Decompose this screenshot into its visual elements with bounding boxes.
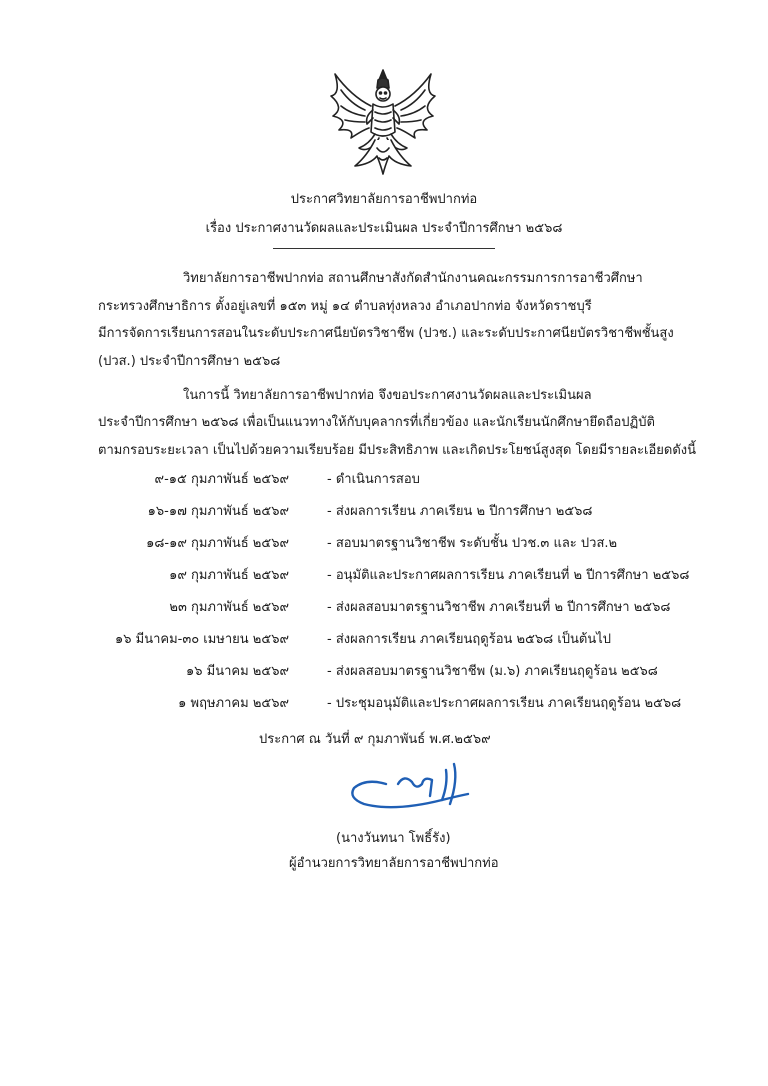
para1-line-1: วิทยาลัยการอาชีพปากท่อ สถานศึกษาสังกัดสำนักงานคณะกรรมการการอาชีวศึกษา [183, 271, 643, 286]
schedule-event: - ส่งผลการเรียน ภาคเรียน ๒ ปีการศึกษา ๒๕๖๘ [327, 504, 593, 519]
schedule-event: - ดำเนินการสอบ [327, 472, 420, 487]
announcement-date: ประกาศ ณ วันที่ ๙ กุมภาพันธ์ พ.ศ.๒๕๖๙ [259, 732, 491, 747]
schedule-event: - สอบมาตรฐานวิชาชีพ ระดับชั้น ปวช.๓ และ ปวส.๒ [327, 536, 618, 551]
signer-title: ผู้อำนวยการวิทยาลัยการอาชีพปากท่อ [289, 856, 499, 871]
signer-name: (นางวันทนา โพธิ์รัง) [336, 831, 451, 846]
para2-line-2: ประจำปีการศึกษา ๒๕๖๘ เพื่อเป็นแนวทางให้กับบุคลากรที่เกี่ยวข้อง และนักเรียนนักศึกษายึดถือปฏิบัติ [98, 415, 655, 430]
schedule-date: ๑ พฤษภาคม ๒๕๖๙ [178, 696, 289, 711]
para2-line-3: ตามกรอบระยะเวลา เป็นไปด้วยความเรียบร้อย มีประสิทธิภาพ และเกิดประโยชน์สูงสุด โดยมีรายละเอียดดังนี้ [98, 443, 697, 458]
schedule-event: - ประชุมอนุมัติและประกาศผลการเรียน ภาคเรียนฤดูร้อน ๒๕๖๘ [327, 696, 682, 711]
announcement-subject: เรื่อง ประกาศงานวัดผลและประเมินผล ประจำปีการศึกษา ๒๕๖๘ [205, 221, 563, 236]
schedule-event: - ส่งผลสอบมาตรฐานวิชาชีพ (ม.๖) ภาคเรียนฤดูร้อน ๒๕๖๘ [327, 664, 658, 679]
schedule-date: ๙-๑๕ กุมภาพันธ์ ๒๕๖๙ [154, 472, 289, 487]
para2-line-1: ในการนี้ วิทยาลัยการอาชีพปากท่อ จึงขอประกาศงานวัดผลและประเมินผล [183, 388, 592, 403]
schedule-event: - อนุมัติและประกาศผลการเรียน ภาคเรียนที่ ๒ ปีการศึกษา ๒๕๖๘ [327, 568, 690, 583]
schedule-date: ๑๙ กุมภาพันธ์ ๒๕๖๙ [169, 568, 289, 583]
schedule-date: ๑๘-๑๙ กุมภาพันธ์ ๒๕๖๙ [146, 536, 289, 551]
signature-image [346, 760, 474, 820]
header-divider [273, 248, 495, 249]
schedule-date: ๒๓ กุมภาพันธ์ ๒๕๖๙ [169, 600, 289, 615]
schedule-event: - ส่งผลสอบมาตรฐานวิชาชีพ ภาคเรียนที่ ๒ ปีการศึกษา ๒๕๖๘ [327, 600, 671, 615]
schedule-date: ๑๖ มีนาคม-๓๐ เมษายน ๒๕๖๙ [114, 632, 289, 647]
para1-line-3: มีการจัดการเรียนการสอนในระดับประกาศนียบัตรวิชาชีพ (ปวช.) และระดับประกาศนียบัตรวิชาชีพชั้นสูง [98, 326, 674, 341]
schedule-date: ๑๖-๑๗ กุมภาพันธ์ ๒๕๖๙ [147, 504, 289, 519]
garuda-emblem-icon [325, 66, 441, 178]
para1-line-2: กระทรวงศึกษาธิการ ตั้งอยู่เลขที่ ๑๕๓ หมู่ ๑๔ ตำบลทุ่งหลวง อำเภอปากท่อ จังหวัดราชบุรี [98, 299, 592, 314]
announcement-title: ประกาศวิทยาลัยการอาชีพปากท่อ [290, 192, 478, 207]
schedule-date: ๑๖ มีนาคม ๒๕๖๙ [186, 664, 289, 679]
para1-line-4: (ปวส.) ประจำปีการศึกษา ๒๕๖๘ [98, 354, 281, 369]
schedule-event: - ส่งผลการเรียน ภาคเรียนฤดูร้อน ๒๕๖๘ เป็นต้นไป [327, 632, 612, 647]
